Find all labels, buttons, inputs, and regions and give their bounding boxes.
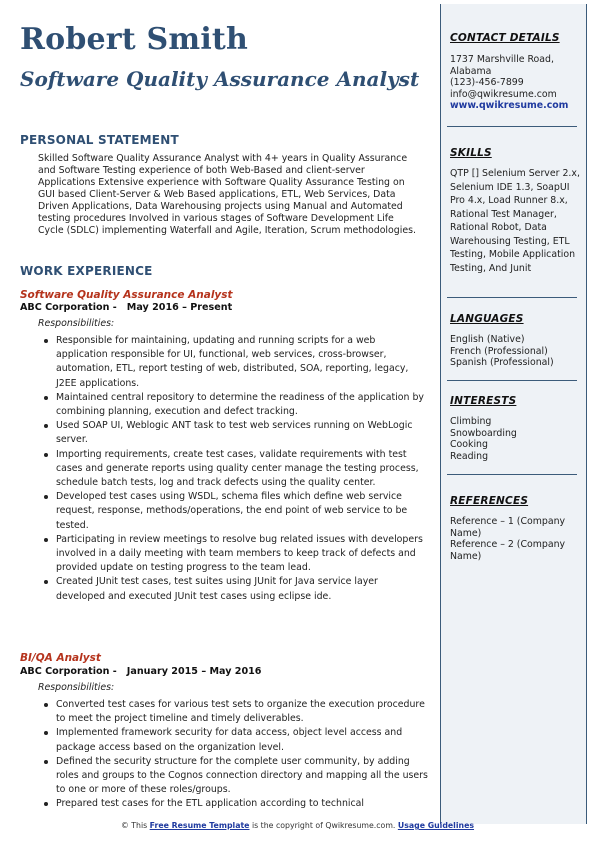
list-item: Defined the security structure for the complete user community, by adding roles and groups to the Cognos connection directory and mapping all the users to one or more of these roles/groups. — [56, 755, 428, 798]
list-item: Climbing — [450, 416, 492, 427]
list-item: French (Professional) — [450, 345, 548, 357]
footer-middle: is the copyright of Qwikresume.com. — [249, 821, 398, 830]
interests-list — [450, 416, 580, 462]
list-item: Reference – 1 (Company Name) — [450, 516, 566, 539]
list-item: Converted test cases for various test sets to organize the execution procedure to meet the project timeline and timely deliverables. — [56, 698, 428, 726]
phone: (123)-456-7899 — [450, 77, 524, 89]
languages-heading: LANGUAGES — [450, 313, 524, 325]
job-company-dates: ABC Corporation - January 2015 – May 2016 — [20, 666, 262, 677]
list-item: Reading — [450, 450, 489, 462]
list-item: Used SOAP UI, Weblogic ANT task to test web services running on WebLogic server. — [56, 419, 428, 447]
interests-heading: INTERESTS — [450, 395, 517, 407]
candidate-name: Robert Smith — [20, 22, 248, 57]
list-item: English (Native) — [450, 334, 525, 345]
job-title: Software Quality Assurance Analyst — [20, 289, 233, 301]
responsibilities-label: Responsibilities: — [38, 318, 115, 329]
languages-list — [450, 334, 580, 369]
list-item: Snowboarding — [450, 427, 517, 439]
work-experience-heading: WORK EXPERIENCE — [20, 264, 153, 278]
personal-statement-text: Skilled Software Quality Assurance Analyst with 4+ years in Quality Assurance and Software Testing experience of both Web-Based and client-server Applications Extensive experience with Software Quality Assurance Testing on GUI based Client-Server & Web Based applications, ETL, Web Services, Data Driven Applications, Data Warehousing projects using Manual and Automated testing procedures Involved in various stages of Software Development Life Cycle (SDLC) implementing Waterfall and Agile, Iteration, Scrum methodologies. — [38, 153, 416, 236]
list-item: Cooking — [450, 439, 488, 451]
section-divider — [447, 474, 577, 475]
footer-prefix: © This — [120, 821, 150, 830]
job-bullets — [38, 334, 428, 604]
list-item: Prepared test cases for the ETL application according to technical — [56, 797, 428, 811]
job-company-dates: ABC Corporation - May 2016 – Present — [20, 302, 233, 313]
list-item: Implemented framework security for data access, object level access and package access based on the organization level. — [56, 726, 428, 754]
resume-sidebar — [440, 4, 587, 824]
website-link[interactable]: www.qwikresume.com — [450, 100, 569, 112]
skills-text: QTP [] Selenium Server 2.x, Selenium IDE 1.3, SoapUI Pro 4.x, Load Runner 8.x, Rational Test Manager, Rational Robot, Data Warehousing Testing, ETL Testing, Mobile Application Testing, And Junit — [450, 168, 580, 274]
job-bullets — [38, 698, 428, 812]
section-divider — [447, 297, 577, 298]
free-resume-template-link[interactable]: Free Resume Template — [149, 821, 250, 830]
address-line-1: 1737 Marshville Road, — [450, 54, 554, 65]
address-line-2: Alabama — [450, 65, 492, 77]
candidate-title: Software Quality Assurance Analyst — [20, 67, 420, 91]
contact-details — [450, 54, 580, 112]
list-item: Importing requirements, create test cases, validate requirements with test cases and generate reports using quality center manage the testing process, schedule batch tests, log and track defects using the quality center. — [56, 448, 428, 491]
personal-statement-heading: PERSONAL STATEMENT — [20, 133, 179, 147]
list-item: Maintained central repository to determine the readiness of the application by combining planning, execution and defect tracking. — [56, 391, 428, 419]
list-item: Reference – 2 (Company Name) — [450, 539, 566, 562]
list-item: Participating in review meetings to resolve bug related issues with developers involved in a daily meeting with team members to keep track of defects and provided update on testing progress to the team lead. — [56, 533, 428, 576]
usage-guidelines-link[interactable]: Usage Guidelines — [397, 821, 475, 830]
list-item: Developed test cases using WSDL, schema files which define web service request, response, methods/operations, the end point of web service to be tested. — [56, 490, 428, 533]
contact-heading: CONTACT DETAILS — [450, 32, 560, 44]
references-list — [450, 516, 580, 562]
section-divider — [447, 126, 577, 127]
skills-heading: SKILLS — [450, 147, 492, 159]
list-item: Responsible for maintaining, updating and running scripts for a web application responsible for UI, functional, web services, cross-browser, automation, ETL, report testing of web, distributed, SOA, reporting, legacy, J2EE applications. — [56, 334, 428, 391]
job-title: BI/QA Analyst — [20, 652, 101, 664]
section-divider — [447, 380, 577, 381]
list-item: Created JUnit test cases, test suites using JUnit for Java service layer developed and executed JUnit test cases using eclipse ide. — [56, 575, 428, 603]
page-footer — [0, 821, 595, 830]
references-heading: REFERENCES — [450, 495, 529, 507]
responsibilities-label: Responsibilities: — [38, 682, 115, 693]
email: info@qwikresume.com — [450, 88, 557, 100]
list-item: Spanish (Professional) — [450, 357, 554, 369]
